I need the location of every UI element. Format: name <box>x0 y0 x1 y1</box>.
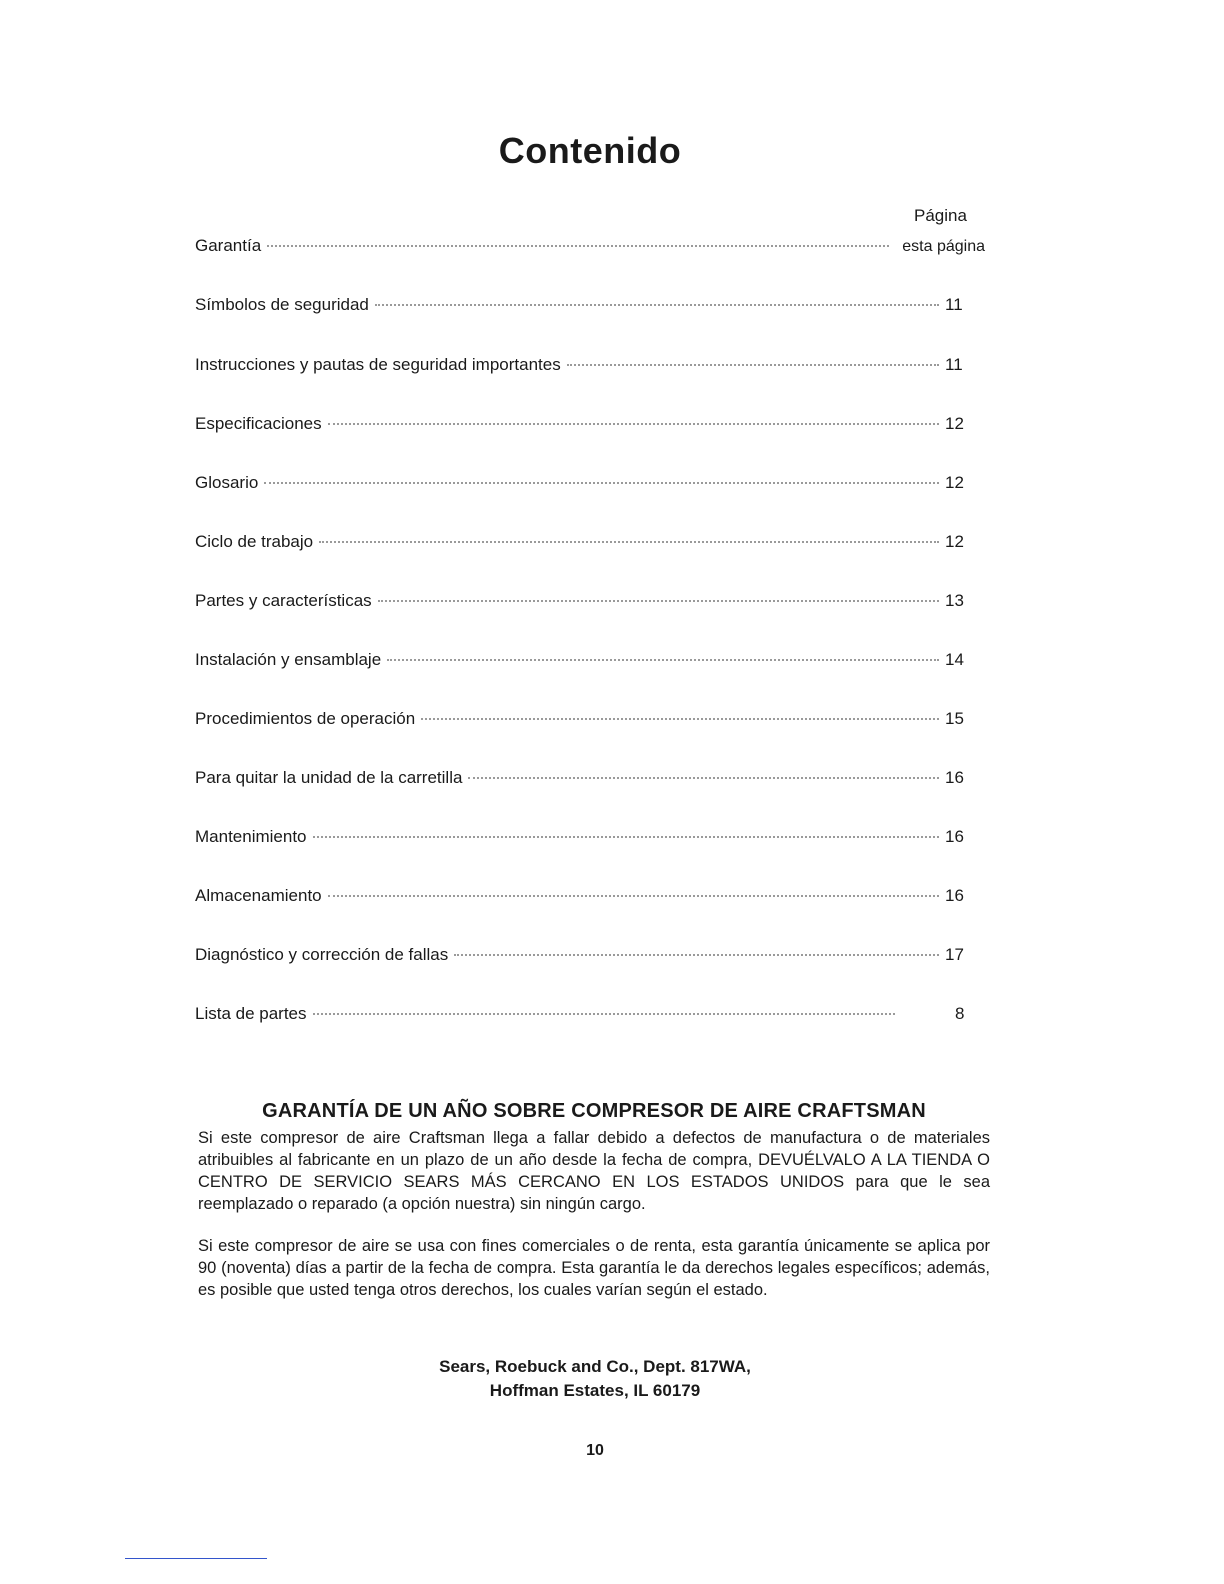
toc-leader-dots <box>567 364 939 366</box>
toc-entry-page: 12 <box>945 473 964 492</box>
toc-entry-label: Procedimientos de operación <box>195 709 416 728</box>
page-title: Contenido <box>498 130 682 171</box>
toc-entry-label: Almacenamiento <box>195 886 322 905</box>
toc-entry-page: 15 <box>945 709 964 728</box>
toc-entry-label: Instrucciones y pautas de seguridad importantes <box>195 355 561 374</box>
address-line-1: Sears, Roebuck and Co., Dept. 817WA, <box>439 1357 751 1376</box>
toc-entry-page: 12 <box>945 414 964 433</box>
toc-entry-label: Ciclo de trabajo <box>195 532 314 551</box>
toc-entry-quitar-unidad[interactable] <box>195 768 985 792</box>
toc-entry-page: 13 <box>945 591 964 610</box>
toc-entry-page: 16 <box>945 768 964 787</box>
toc-entry-glosario[interactable] <box>195 473 985 497</box>
toc-entry-lista-partes[interactable] <box>195 1004 985 1028</box>
toc-leader-dots <box>375 304 939 306</box>
toc-leader-dots <box>387 659 939 661</box>
toc-leader-dots <box>454 954 939 956</box>
toc-entry-label: Garantía <box>195 236 262 255</box>
toc-entry-procedimientos[interactable] <box>195 709 985 733</box>
toc-entry-page: 14 <box>945 650 964 669</box>
toc-leader-dots <box>313 1013 895 1015</box>
toc-entry-label: Diagnóstico y corrección de fallas <box>195 945 449 964</box>
toc-entry-especificaciones[interactable] <box>195 414 985 438</box>
toc-leader-dots <box>313 836 939 838</box>
toc-leader-dots <box>328 895 939 897</box>
toc-entry-ciclo[interactable] <box>195 532 985 556</box>
warranty-paragraph-commercial-use: Si este compresor de aire se usa con fines comerciales o de renta, esta garantía únicamente se aplica por 90 (noventa) días a partir de la fecha de compra. Esta garantía le da derechos legales específicos; además, es posible que usted tenga otros derechos, los cuales varían según el estado. <box>198 1237 990 1299</box>
toc-entry-page: 11 <box>945 355 963 374</box>
toc-leader-dots <box>319 541 939 543</box>
toc-entry-label: Glosario <box>195 473 259 492</box>
toc-entry-garantia[interactable] <box>195 236 985 260</box>
toc-leader-dots <box>468 777 939 779</box>
toc-entry-diagnostico[interactable] <box>195 945 985 969</box>
toc-entry-page: esta página <box>902 238 985 255</box>
toc-leader-dots <box>421 718 939 720</box>
toc-entry-label: Especificaciones <box>195 414 322 433</box>
warranty-section <box>198 1100 990 1321</box>
warranty-heading: GARANTÍA DE UN AÑO SOBRE COMPRESOR DE AIRE CRAFTSMAN <box>262 1100 926 1122</box>
toc-entry-instalacion[interactable] <box>195 650 985 674</box>
toc-entry-partes[interactable] <box>195 591 985 615</box>
footer-divider <box>125 1558 267 1559</box>
toc-page-column-heading: Página <box>914 206 967 225</box>
address-line-2: Hoffman Estates, IL 60179 <box>489 1381 701 1400</box>
toc-entry-almacenamiento[interactable] <box>195 886 985 910</box>
toc-leader-dots <box>267 245 889 247</box>
toc-entry-label: Instalación y ensamblaje <box>195 650 382 669</box>
toc-entry-simbolos[interactable] <box>195 295 985 319</box>
toc-entry-page: 11 <box>945 295 963 314</box>
company-address <box>0 1355 1190 1403</box>
page-number: 10 <box>586 1442 604 1459</box>
toc-entry-label: Partes y características <box>195 591 372 610</box>
warranty-paragraph-coverage: Si este compresor de aire Craftsman llega a fallar debido a defectos de manufactura o de materiales atribuibles al fabricante en un plazo de un año desde la fecha de compra, DEVUÉLVALO A LA TIENDA O CENTRO DE SERVICIO SEARS MÁS CERCANO EN LOS ESTADOS UNIDOS para que le sea reemplazado o reparado (a opción nuestra) sin ningún cargo. <box>198 1129 990 1213</box>
toc-entry-page: 17 <box>945 945 964 964</box>
toc-leader-dots <box>328 423 939 425</box>
toc-entry-label: Lista de partes <box>195 1004 307 1023</box>
toc-entry-instrucciones[interactable] <box>195 355 985 379</box>
toc-entry-page: 12 <box>945 532 964 551</box>
toc-entry-page: 16 <box>945 886 964 905</box>
toc-leader-dots <box>264 482 939 484</box>
toc-entry-mantenimiento[interactable] <box>195 827 985 851</box>
toc-entry-page: 8 <box>955 1004 965 1023</box>
toc-entry-label: Símbolos de seguridad <box>195 295 369 314</box>
toc-entry-page: 16 <box>945 827 964 846</box>
toc-leader-dots <box>378 600 939 602</box>
toc-entry-label: Mantenimiento <box>195 827 307 846</box>
toc-entry-label: Para quitar la unidad de la carretilla <box>195 768 463 787</box>
